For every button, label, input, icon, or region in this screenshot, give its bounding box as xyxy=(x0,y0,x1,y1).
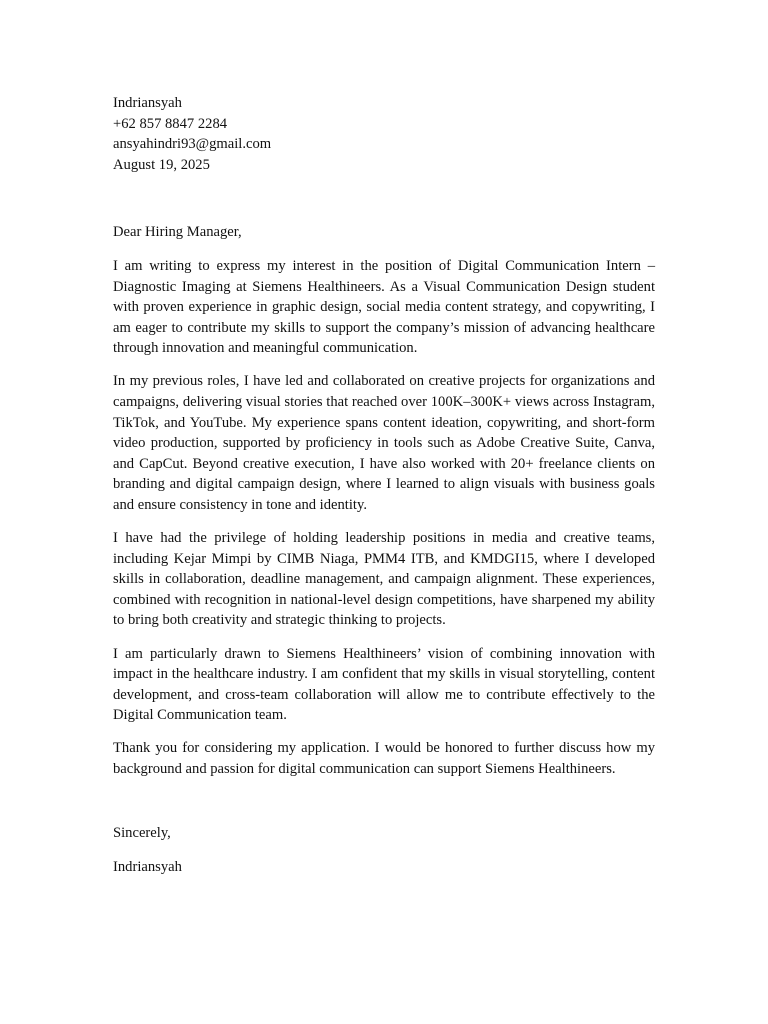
letter-date: August 19, 2025 xyxy=(113,156,210,173)
body-paragraph-3: I have had the privilege of holding leadership positions in media and creative teams, including Kejar Mimpi by CIMB Niaga, PMM4 ITB, and KMDGI15, where I developed skills in collaboration, deadline management, and campaign alignment. These experiences, combined with recognition in national-level design competitions, have sharpened my ability to bring both creativity and strategic thinking to projects. xyxy=(113,530,655,629)
sender-block xyxy=(113,93,655,175)
cover-letter-page xyxy=(113,93,655,878)
body-paragraph-2: In my previous roles, I have led and collaborated on creative projects for organizations and campaigns, delivering visual stories that reached over 100K–300K+ views across Instagram, TikTok, and YouTube. My experience spans content ideation, copywriting, and short-form video production, supported by proficiency in tools such as Adobe Creative Suite, Canva, and CapCut. Beyond creative execution, I have also worked with 20+ freelance clients on branding and digital campaign design, where I learned to align visuals with business goals and ensure consistency in tone and identity. xyxy=(113,373,655,513)
body-paragraph-5: Thank you for considering my application. I would be honored to further discuss how my background and passion for digital communication can support Siemens Healthineers. xyxy=(113,740,655,778)
sender-email: ansyahindri93@gmail.com xyxy=(113,136,272,153)
closing: Sincerely, xyxy=(113,824,171,841)
signature-name: Indriansyah xyxy=(113,859,182,876)
sender-phone: +62 857 8847 2284 xyxy=(113,115,228,132)
sender-name: Indriansyah xyxy=(113,95,182,111)
body-paragraph-1: I am writing to express my interest in the position of Digital Communication Intern – Diagnostic Imaging at Siemens Healthineers. As a Visual Communication Design student with proven experience in graphic design, social media content strategy, and copywriting, I am eager to contribute my skills to support the company’s mission of advancing healthcare through innovation and meaningful communication. xyxy=(113,257,655,357)
body-paragraph-4: I am particularly drawn to Siemens Healthineers’ vision of combining innovation with impact in the healthcare industry. I am confident that my skills in visual storytelling, content development, and cross-team collaboration will allow me to contribute effectively to the Digital Communication team. xyxy=(113,645,655,724)
salutation: Dear Hiring Manager, xyxy=(113,224,242,241)
